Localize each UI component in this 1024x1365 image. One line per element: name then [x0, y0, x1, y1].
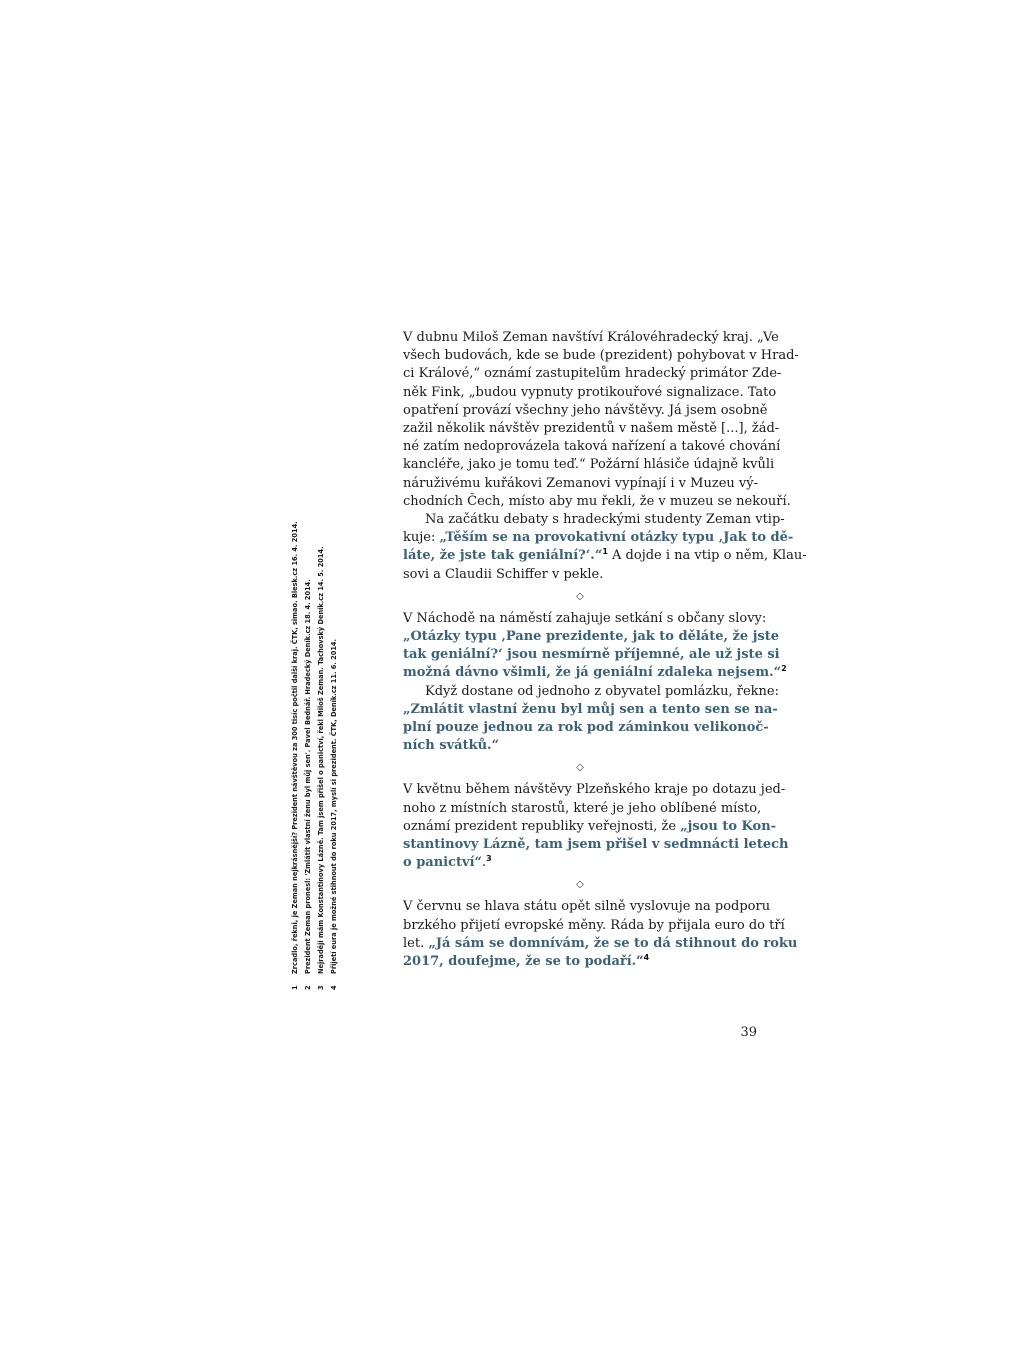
text-line: [403, 719, 769, 737]
text-line: [403, 402, 768, 420]
quote-text: „Otázky typu ‚Pane prezidente, jak to děláte, že jste: [403, 629, 780, 645]
text-line: [403, 511, 785, 529]
quote-text: tak geniální?‘ jsou nesmírně příjemné, ale už jste si: [403, 647, 780, 663]
text-line: [403, 737, 757, 755]
line-text: A dojde i na vtip o něm, Klau-: [607, 548, 807, 564]
line-text: V květnu během návštěvy Plzeňského kraje po dotazu jed-: [403, 782, 786, 798]
footnote-number: 4: [330, 985, 338, 990]
quote-text: „jsou to Kon-: [680, 818, 777, 834]
text-line: [403, 953, 757, 971]
footnote: [289, 450, 302, 990]
footnotes: [289, 450, 341, 990]
text-line: [403, 935, 798, 953]
line-text: všech budovách, kde se bude (prezident) pohybovat v Hrad-: [403, 348, 799, 364]
text-line: [403, 347, 799, 365]
quote-text: plní pouze jednou za rok pod záminkou velikonoč-: [403, 720, 769, 736]
footnote: [328, 450, 341, 990]
paragraph-euro: [403, 898, 798, 971]
paragraph-nachod: [403, 610, 787, 683]
line-text: let.: [403, 935, 429, 951]
page-number: 39: [740, 1025, 757, 1040]
footnote-ref: 1: [602, 547, 608, 557]
text-line: [403, 628, 780, 646]
text-line: [403, 818, 777, 836]
line-text: kuje:: [403, 530, 440, 546]
line-text: kancléře, jako je tomu teď.“ Požární hlásiče údajně kvůli: [403, 457, 775, 473]
footnote-text: Zrcadlo, řekni, je Zeman nejkrásnější? Prezident návštěvou za 300 tisíc počtil další kraj. ČTK, simao. Blesk.cz 16. 4. 2014.: [291, 521, 299, 974]
quote-text: 2017, doufejme, že se to podaří.“: [403, 954, 644, 970]
quote-text: stantinovy Lázně, tam jsem přišel v sedmnácti letech: [403, 837, 789, 853]
text-line: [403, 493, 791, 511]
line-text: náruživému kuřákovi Zemanovi vypínají i v Muzeu vý-: [403, 475, 758, 491]
text-line: [403, 329, 779, 347]
text-line: [403, 781, 786, 799]
line-text: zažil několik návštěv prezidentů v našem městě [...], žád-: [403, 421, 780, 437]
text-line: [403, 854, 757, 872]
line-text: V červnu se hlava státu opět silně vyslovuje na podporu: [403, 899, 771, 915]
text-line: [403, 547, 807, 565]
text-line: [403, 800, 762, 818]
text-line: [403, 566, 757, 584]
footnote-ref: 4: [643, 953, 650, 963]
footnote-text: Nejraději mám Konstantinovy Lázně. Tam jsem přišel o panictví, řekl Miloš Zeman. Tachovský Deník.cz 14. 5. 2014.: [317, 546, 325, 974]
text-line: [403, 898, 771, 916]
text-line: [403, 701, 778, 719]
text-line: [403, 529, 794, 547]
text-line: [403, 365, 782, 383]
line-text: V dubnu Miloš Zeman navštíví Královéhradecký kraj. „Ve: [403, 330, 779, 345]
text-line: [403, 438, 781, 456]
text-line: [403, 610, 767, 628]
line-text: ci Králové,“ oznámí zastupitelům hradecký primátor Zde-: [403, 366, 782, 382]
quote-text: „Těším se na provokativní otázky typu ‚Jak to dě-: [439, 530, 794, 546]
footnote-ref: 3: [486, 854, 492, 864]
text-line: [403, 456, 775, 474]
text-line: [403, 420, 780, 438]
footnote: [315, 450, 328, 990]
section-separator: ◇: [576, 762, 584, 774]
paragraph-zeman-hradec: [403, 329, 799, 511]
paragraph-student-debate: [403, 511, 807, 584]
line-text: sovi a Claudii Schiffer v pekle.: [403, 566, 604, 582]
line-text: .: [482, 855, 487, 871]
line-text: Když dostane od jednoho z obyvatel pomlázku, řekne:: [425, 683, 779, 699]
footnote-number: 1: [291, 985, 299, 990]
text-line: [403, 384, 777, 402]
main-text: [403, 329, 807, 971]
footnote-number: 2: [304, 985, 312, 990]
paragraph-plzen: [403, 781, 789, 872]
line-text: oznámí prezident republiky veřejnosti, že: [403, 818, 681, 834]
footnote-number: 3: [317, 985, 325, 990]
quote-text: „Zmlátit vlastní ženu byl můj sen a tento sen se na-: [403, 701, 778, 717]
footnote-ref: 2: [781, 664, 787, 674]
footnote-text: Prezident Zeman pronesl: 'Zmlátit vlastní ženu byl můj sen'. Pavel Bednář. Hradecký Deník.cz 18. 4. 2014.: [304, 579, 312, 974]
quote-text: ních svátků.“: [403, 738, 500, 754]
quote-text: možná dávno všimli, že já geniální zdaleka nejsem.“: [403, 665, 782, 681]
text-line: [403, 664, 787, 682]
text-line: [403, 646, 780, 664]
line-text: brzkého přijetí evropské měny. Ráda by přijala euro do tří: [403, 917, 785, 933]
quote-text: o panictví“: [403, 855, 482, 871]
section-separator: ◇: [576, 590, 584, 602]
quote-text: „Já sám se domnívám, že se to dá stihnout do roku: [428, 935, 798, 951]
footnote: [302, 450, 315, 990]
line-text: Na začátku debaty s hradeckými studenty Zeman vtip-: [425, 512, 785, 528]
text-line: [403, 836, 789, 854]
line-text: něk Fink, „budou vypnuty protikouřové signalizace. Tato: [403, 384, 777, 400]
paragraph-pomlazka: [403, 683, 779, 756]
quote-text: láte, že jste tak geniální?‘.“: [403, 548, 603, 564]
line-text: opatření provází všechny jeho návštěvy. Já jsem osobně: [403, 402, 768, 418]
footnote-text: Přijetí eura je možné stihnout do roku 2017, myslí si prezident. ČTK, Deník.cz 11. 6. 2014.: [330, 639, 338, 974]
text-line: [403, 917, 785, 935]
line-text: chodních Čech, místo aby mu řekli, že v muzeu se nekouří.: [403, 493, 791, 509]
text-line: [403, 683, 779, 701]
section-separator: ◇: [576, 879, 584, 891]
line-text: né zatím nedoprovázela taková nařízení a takové chování: [403, 439, 781, 455]
line-text: noho z místních starostů, které je jeho oblíbené místo,: [403, 800, 762, 816]
text-line: [403, 475, 757, 493]
line-text: V Náchodě na náměstí zahajuje setkání s občany slovy:: [403, 610, 767, 626]
